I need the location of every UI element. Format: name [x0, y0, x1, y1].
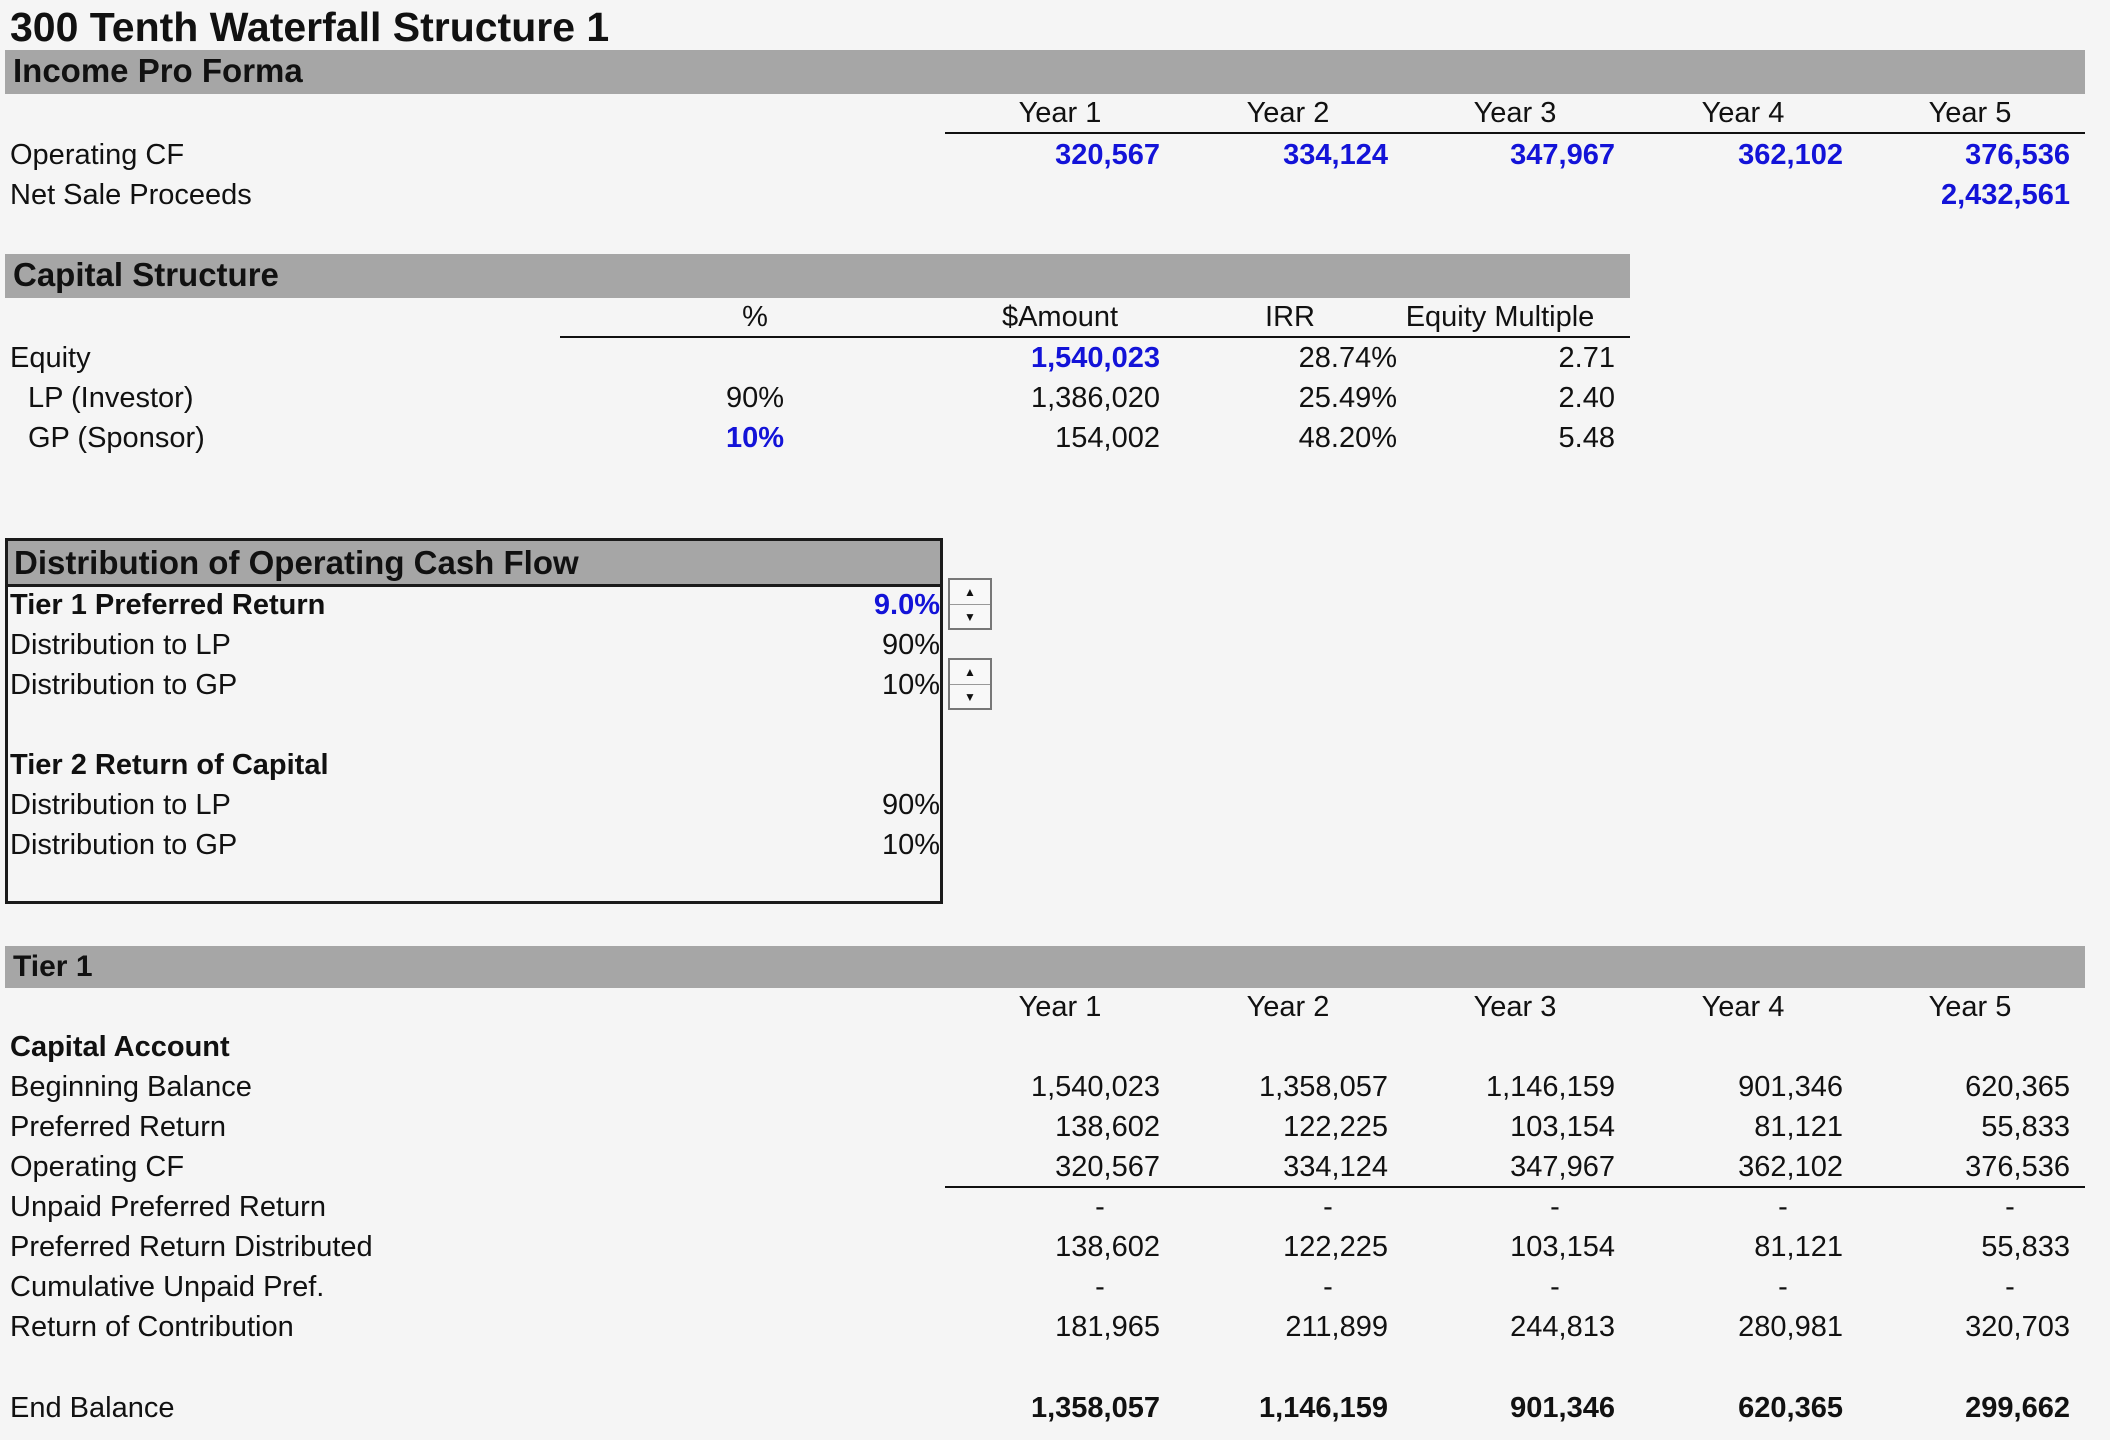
tier1-year-3: Year 3	[1473, 991, 1557, 1023]
operating-cf-y2[interactable]: 334,124	[1283, 139, 1388, 171]
tier1-row-label: Unpaid Preferred Return	[10, 1191, 326, 1223]
tier1-cell: -	[1550, 1191, 1560, 1223]
pref-rate-spinner[interactable]	[948, 578, 992, 630]
spinner-up-icon[interactable]: ▲	[950, 660, 990, 685]
income-year-5: Year 5	[1928, 97, 2012, 129]
lp-irr: 25.49%	[1298, 382, 1397, 414]
capital-col-multiple: Equity Multiple	[1405, 301, 1595, 333]
gp-split-spinner[interactable]	[948, 658, 992, 710]
capital-col-amount: $Amount	[1001, 301, 1119, 333]
tier1-cell: 138,602	[1055, 1111, 1160, 1143]
operating-cf-y5[interactable]: 376,536	[1965, 139, 2070, 171]
tier1-cell: -	[1778, 1271, 1788, 1303]
capital-account-label: Capital Account	[10, 1031, 230, 1063]
tier1-cell: 103,154	[1510, 1231, 1615, 1263]
equity-amount[interactable]: 1,540,023	[1030, 342, 1160, 374]
sheet-title: 300 Tenth Waterfall Structure 1	[10, 4, 610, 50]
operating-cf-y1[interactable]: 320,567	[1055, 139, 1160, 171]
operating-cf-label: Operating CF	[10, 139, 185, 171]
end-balance-y4: 620,365	[1738, 1392, 1843, 1424]
gp-amount: 154,002	[1055, 422, 1160, 454]
tier1-cell: 81,121	[1754, 1111, 1843, 1143]
tier1-cell: 620,365	[1965, 1071, 2070, 1103]
capital-col-irr: IRR	[1265, 301, 1315, 333]
tier1-cell: 138,602	[1055, 1231, 1160, 1263]
income-year-4: Year 4	[1701, 97, 1785, 129]
tier1-cell: 81,121	[1754, 1231, 1843, 1263]
tier1-cell: -	[1095, 1191, 1105, 1223]
tier1-cell: -	[1323, 1191, 1333, 1223]
tier2-lp-pct: 90%	[881, 789, 940, 821]
tier1-cell: -	[2005, 1191, 2015, 1223]
distribution-title: Distribution of Operating Cash Flow	[14, 544, 579, 581]
income-year-3: Year 3	[1473, 97, 1557, 129]
tier1-year-4: Year 4	[1701, 991, 1785, 1023]
tier1-row-label: Cumulative Unpaid Pref.	[10, 1271, 325, 1303]
distribution-header	[8, 541, 940, 587]
tier1-section-title: Tier 1	[13, 950, 93, 983]
equity-label: Equity	[10, 342, 91, 374]
end-balance-y5: 299,662	[1965, 1392, 2070, 1424]
income-section-title: Income Pro Forma	[13, 52, 303, 89]
tier1-lp-label: Distribution to LP	[10, 629, 231, 661]
tier1-row-label: Preferred Return Distributed	[10, 1231, 373, 1263]
lp-pct: 90%	[725, 382, 785, 414]
lp-label: LP (Investor)	[28, 382, 194, 414]
tier1-year-1: Year 1	[1018, 991, 1102, 1023]
tier1-lp-pct: 90%	[881, 629, 940, 661]
tier1-cell: 181,965	[1055, 1311, 1160, 1343]
tier1-cell: 334,124	[1283, 1151, 1388, 1183]
tier1-cell: 103,154	[1510, 1111, 1615, 1143]
tier1-cell: 211,899	[1285, 1311, 1388, 1343]
tier1-cell: 122,225	[1283, 1111, 1388, 1143]
lp-amount: 1,386,020	[1030, 382, 1160, 414]
gp-irr: 48.20%	[1298, 422, 1397, 454]
net-sale-proceeds-label: Net Sale Proceeds	[10, 179, 252, 211]
tier1-cell: 244,813	[1510, 1311, 1615, 1343]
tier1-row-label: Operating CF	[10, 1151, 185, 1183]
net-sale-proceeds-y5[interactable]: 2,432,561	[1940, 179, 2070, 211]
end-balance-y2: 1,146,159	[1258, 1392, 1388, 1424]
tier1-cell: 320,567	[1055, 1151, 1160, 1183]
operating-cf-y3[interactable]: 347,967	[1510, 139, 1615, 171]
gp-label: GP (Sponsor)	[28, 422, 205, 454]
operating-cf-underline	[945, 1186, 2085, 1188]
tier1-year-5: Year 5	[1928, 991, 2012, 1023]
spinner-down-icon[interactable]: ▼	[964, 610, 976, 624]
tier1-cell: 55,833	[1981, 1111, 2070, 1143]
operating-cf-y4[interactable]: 362,102	[1738, 139, 1843, 171]
tier1-cell: -	[2005, 1271, 2015, 1303]
spinner-up-icon[interactable]: ▲	[950, 580, 990, 605]
tier1-year-2: Year 2	[1246, 991, 1330, 1023]
tier1-cell: 1,146,159	[1485, 1071, 1615, 1103]
tier2-lp-label: Distribution to LP	[10, 789, 231, 821]
tier1-cell: 280,981	[1738, 1311, 1843, 1343]
tier1-cell: 1,358,057	[1258, 1071, 1388, 1103]
lp-multiple: 2.40	[1558, 382, 1615, 414]
capital-col-pct: %	[742, 301, 768, 333]
tier1-cell: 362,102	[1738, 1151, 1843, 1183]
end-balance-label: End Balance	[10, 1392, 175, 1424]
tier1-cell: 55,833	[1981, 1231, 2070, 1263]
tier1-pref-rate[interactable]: 9.0%	[873, 589, 940, 621]
tier2-roc-label: Tier 2 Return of Capital	[10, 749, 329, 781]
tier1-cell: 376,536	[1965, 1151, 2070, 1183]
income-year-2: Year 2	[1246, 97, 1330, 129]
capital-section-header	[5, 254, 1630, 298]
tier1-cell: -	[1323, 1271, 1333, 1303]
tier1-cell: 1,540,023	[1030, 1071, 1160, 1103]
tier1-cell: -	[1550, 1271, 1560, 1303]
tier1-cell: -	[1778, 1191, 1788, 1223]
equity-irr: 28.74%	[1298, 342, 1397, 374]
capital-section-title: Capital Structure	[13, 256, 279, 293]
tier1-cell: 320,703	[1965, 1311, 2070, 1343]
tier1-row-label: Return of Contribution	[10, 1311, 294, 1343]
tier2-gp-label: Distribution to GP	[10, 829, 238, 861]
tier1-cell: 347,967	[1510, 1151, 1615, 1183]
income-section-header	[5, 50, 2085, 94]
tier1-row-label: Preferred Return	[10, 1111, 226, 1143]
spinner-down-icon[interactable]: ▼	[964, 690, 976, 704]
tier1-row-label: Beginning Balance	[10, 1071, 252, 1103]
gp-multiple: 5.48	[1558, 422, 1615, 454]
equity-multiple: 2.71	[1558, 342, 1615, 374]
tier1-gp-pct: 10%	[881, 669, 940, 701]
tier1-gp-label: Distribution to GP	[10, 669, 238, 701]
tier2-gp-pct: 10%	[881, 829, 940, 861]
end-balance-y1: 1,358,057	[1030, 1392, 1160, 1424]
tier1-cell: -	[1095, 1271, 1105, 1303]
end-balance-y3: 901,346	[1510, 1392, 1615, 1424]
tier1-pref-label: Tier 1 Preferred Return	[10, 589, 326, 621]
gp-pct[interactable]: 10%	[725, 422, 785, 454]
tier1-cell: 901,346	[1738, 1071, 1843, 1103]
tier1-cell: 122,225	[1283, 1231, 1388, 1263]
tier1-section-header	[5, 946, 2085, 988]
income-year-1: Year 1	[1018, 97, 1102, 129]
income-header-underline	[945, 132, 2085, 134]
